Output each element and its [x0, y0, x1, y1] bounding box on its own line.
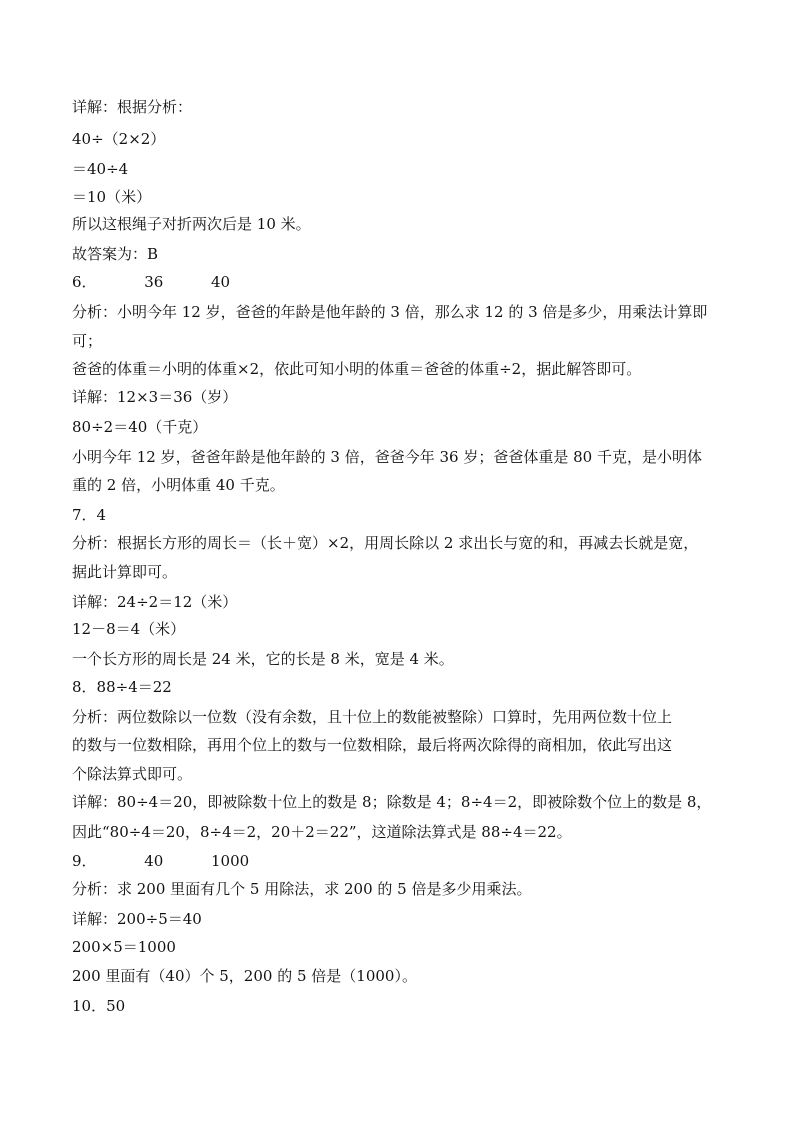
detail-line: 80÷2＝40（千克） — [72, 418, 208, 436]
detail-line: 200 里面有（40）个 5，200 的 5 倍是（1000）。 — [72, 967, 417, 985]
analysis-line: 可； — [72, 332, 103, 350]
detail-line: 因此“80÷4＝20，8÷4＝2，20＋2＝22”，这道除法算式是 88÷4＝22。 — [72, 823, 572, 841]
analysis-line: 分析：求 200 里面有几个 5 用除法，求 200 的 5 倍是多少用乘法。 — [72, 880, 532, 898]
answer-line: ＝40÷4 — [72, 160, 129, 178]
detail-line: 详解：12×3＝36（岁） — [72, 388, 238, 406]
answer-line: 40÷（2×2） — [72, 130, 166, 148]
detail-line: 详解：200÷5＝40 — [72, 910, 202, 928]
analysis-line: 的数与一位数相除，再用个位上的数与一位数相除，最后将两次除得的商相加，依此写出这 — [72, 736, 673, 754]
answer-line: 所以这根绳子对折两次后是 10 米。 — [72, 215, 311, 233]
detail-line: 12－8＝4（米） — [72, 620, 186, 638]
detail-line: 200×5＝1000 — [72, 938, 176, 956]
analysis-line: 据此计算即可。 — [72, 563, 178, 581]
analysis-line: 分析：两位数除以一位数（没有余数，且十位上的数能被整除）口算时，先用两位数十位上 — [72, 708, 673, 726]
detail-line: 详解：24÷2＝12（米） — [72, 593, 238, 611]
detail-line: 小明今年 12 岁，爸爸年龄是他年龄的 3 倍，爸爸今年 36 岁；爸爸体重是 80 千克，是小明体 — [72, 448, 702, 466]
question-number: 6． 36 40 — [72, 273, 231, 291]
question-number: 10．50 — [72, 997, 126, 1015]
answer-line: 详解：根据分析： — [72, 98, 193, 116]
detail-line: 详解：80÷4＝20，即被除数十位上的数是 8；除数是 4；8÷4＝2，即被除数个位上的数是 8， — [72, 793, 712, 811]
detail-line: 一个长方形的周长是 24 米，它的长是 8 米，宽是 4 米。 — [72, 650, 454, 668]
analysis-line: 分析：根据长方形的周长＝（长＋宽）×2，用周长除以 2 求出长与宽的和，再减去长就是宽， — [72, 534, 699, 552]
analysis-line: 爸爸的体重＝小明的体重×2，依此可知小明的体重＝爸爸的体重÷2，据此解答即可。 — [72, 360, 642, 378]
question-number: 9． 40 1000 — [72, 852, 250, 870]
answer-line: 故答案为：B — [72, 245, 159, 263]
question-number: 7．4 — [72, 506, 107, 524]
question-number: 8．88÷4＝22 — [72, 678, 172, 696]
analysis-line: 个除法算式即可。 — [72, 765, 193, 783]
answer-line: ＝10（米） — [72, 188, 152, 206]
detail-line: 重的 2 倍，小明体重 40 千克。 — [72, 476, 285, 494]
analysis-line: 分析：小明今年 12 岁，爸爸的年龄是他年龄的 3 倍，那么求 12 的 3 倍是多少，用乘法计算即 — [72, 303, 708, 321]
